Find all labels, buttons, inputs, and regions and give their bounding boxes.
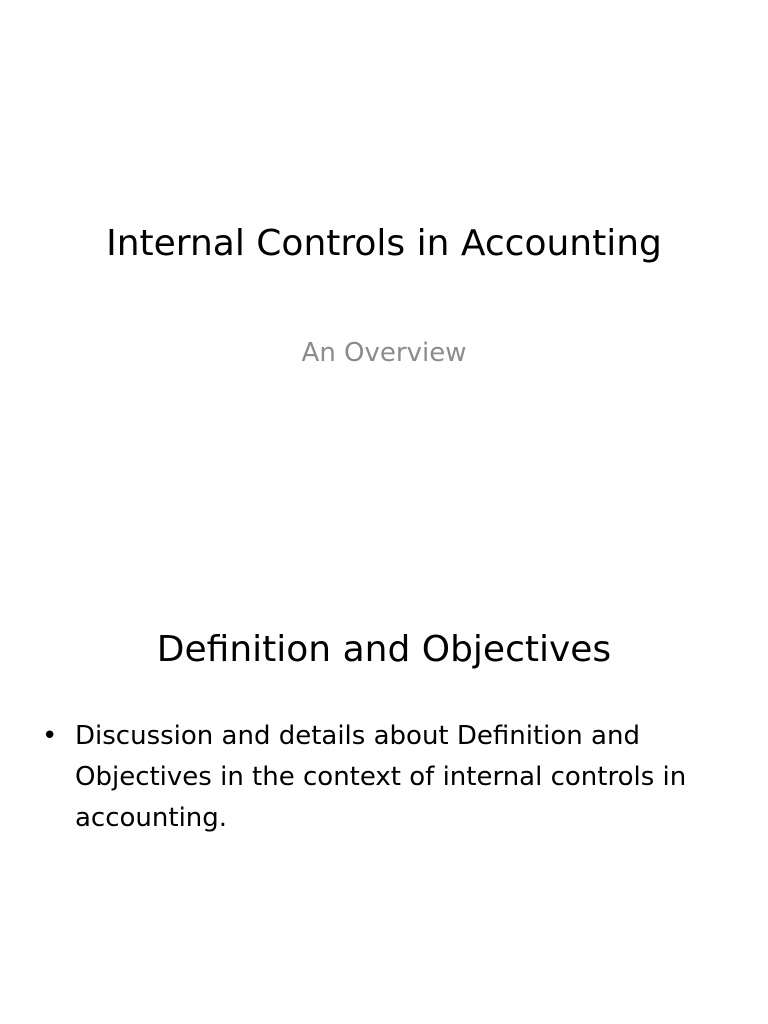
- slide-heading: Definition and Objectives: [156, 629, 612, 670]
- presentation-title: Internal Controls in Accounting: [106, 223, 662, 264]
- bullet-list: [38, 716, 718, 839]
- bullet-icon: •: [42, 721, 58, 751]
- presentation-subtitle: An Overview: [301, 338, 467, 368]
- bullet-item: [38, 716, 718, 839]
- slide-definition-objectives: [0, 512, 768, 1024]
- bullet-text: Discussion and details about Definition and Objectives in the context of internal controls in accounting.: [75, 721, 687, 833]
